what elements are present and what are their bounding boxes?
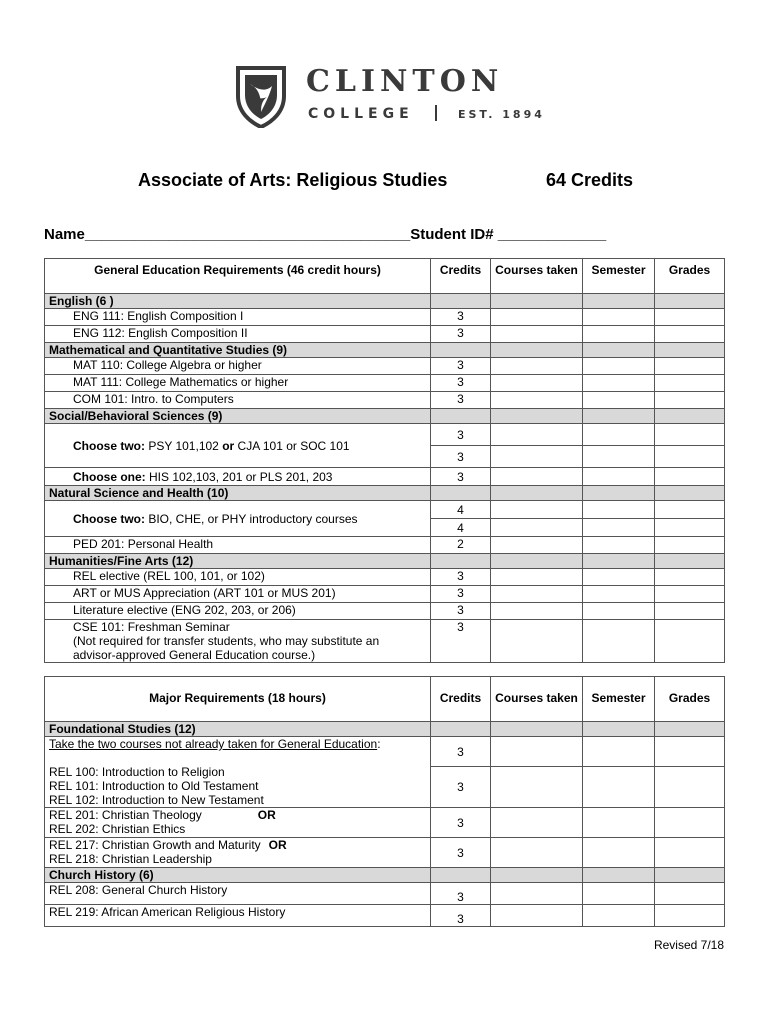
courses-cell[interactable] xyxy=(491,569,583,586)
shield-logo-icon xyxy=(236,66,286,128)
courses-cell[interactable] xyxy=(491,537,583,554)
section-row xyxy=(45,486,725,501)
table-row: 4 xyxy=(45,519,725,537)
total-credits: 64 Credits xyxy=(546,170,634,190)
table-row: Choose two: BIO, CHE, or PHY introductory courses 4 xyxy=(45,501,725,519)
courses-cell[interactable] xyxy=(491,586,583,603)
name-id-line xyxy=(44,226,606,243)
section-social: Social/Behavioral Sciences (9) xyxy=(45,409,431,424)
grade-cell[interactable] xyxy=(655,537,725,554)
section-english: English (6 ) xyxy=(45,294,431,309)
courses-cell[interactable] xyxy=(491,808,583,838)
course-eng112: ENG 112: English Composition II xyxy=(45,326,431,343)
col-credits: Credits xyxy=(431,259,491,294)
col-semester: Semester xyxy=(583,677,655,722)
table-row: REL 208: General Church History 3 xyxy=(45,883,725,905)
grade-cell[interactable] xyxy=(655,326,725,343)
courses-cell[interactable] xyxy=(491,620,583,663)
section-row xyxy=(45,343,725,358)
major-header: Major Requirements (18 hours) xyxy=(45,677,431,722)
col-courses: Courses taken xyxy=(491,259,583,294)
courses-cell[interactable] xyxy=(491,375,583,392)
semester-cell[interactable] xyxy=(583,392,655,409)
courses-cell[interactable] xyxy=(491,519,583,537)
grade-cell[interactable] xyxy=(655,501,725,519)
foundational-courses: Take the two courses not already taken for General Education: REL 100: Introduction to Religion REL 101: Introduction to Old Testament REL 102: Introduction to New Testament xyxy=(45,737,431,808)
section-row xyxy=(45,722,725,737)
courses-cell[interactable] xyxy=(491,767,583,808)
table-row: MAT 110: College Algebra or higher 3 xyxy=(45,358,725,375)
course-rel219: REL 219: African American Religious History xyxy=(45,905,431,927)
courses-cell[interactable] xyxy=(491,358,583,375)
course-cse101: CSE 101: Freshman Seminar (Not required for transfer students, who may substitute an advisor-approved General Education course.) xyxy=(45,620,431,663)
section-foundational: Foundational Studies (12) xyxy=(45,722,431,737)
semester-cell[interactable] xyxy=(583,586,655,603)
table-row: MAT 111: College Mathematics or higher 3 xyxy=(45,375,725,392)
courses-cell[interactable] xyxy=(491,603,583,620)
course-mat111: MAT 111: College Mathematics or higher xyxy=(45,375,431,392)
choose-two-science: Choose two: BIO, CHE, or PHY introductory courses xyxy=(45,501,431,537)
col-grades: Grades xyxy=(655,677,725,722)
course-mat110: MAT 110: College Algebra or higher xyxy=(45,358,431,375)
student-id-label: Student ID# xyxy=(410,226,494,243)
table-row: ENG 111: English Composition I 3 xyxy=(45,309,725,326)
grade-cell[interactable] xyxy=(655,392,725,409)
course-com101: COM 101: Intro. to Computers xyxy=(45,392,431,409)
course-rel208: REL 208: General Church History xyxy=(45,883,431,905)
courses-cell[interactable] xyxy=(491,392,583,409)
section-row xyxy=(45,554,725,569)
semester-cell[interactable] xyxy=(583,767,655,808)
table-row: PED 201: Personal Health 2 xyxy=(45,537,725,554)
table-header-row xyxy=(45,259,725,294)
courses-cell[interactable] xyxy=(491,468,583,486)
courses-cell[interactable] xyxy=(491,309,583,326)
table-row: COM 101: Intro. to Computers 3 xyxy=(45,392,725,409)
grade-cell[interactable] xyxy=(655,358,725,375)
col-semester: Semester xyxy=(583,259,655,294)
section-math: Mathematical and Quantitative Studies (9) xyxy=(45,343,431,358)
table-row: Take the two courses not already taken for General Education: REL 100: Introduction to Religion REL 101: Introduction to Old Testament REL 102: Introduction to New Testament 3 xyxy=(45,737,725,767)
grade-cell[interactable] xyxy=(655,309,725,326)
courses-cell[interactable] xyxy=(491,838,583,868)
choose-two-social: Choose two: PSY 101,102 or CJA 101 or SOC 101 xyxy=(45,424,431,468)
section-church-history: Church History (6) xyxy=(45,868,431,883)
logo-wordmark: CLINTON xyxy=(306,64,504,99)
grade-cell[interactable] xyxy=(655,519,725,537)
grade-cell[interactable] xyxy=(655,767,725,808)
logo-est: EST. 1894 xyxy=(458,108,545,121)
semester-cell[interactable] xyxy=(583,737,655,767)
courses-cell[interactable] xyxy=(491,905,583,927)
courses-cell[interactable] xyxy=(491,326,583,343)
semester-cell[interactable] xyxy=(583,309,655,326)
gen-ed-table xyxy=(44,258,725,663)
grade-cell[interactable] xyxy=(655,424,725,446)
grade-cell[interactable] xyxy=(655,375,725,392)
semester-cell[interactable] xyxy=(583,468,655,486)
semester-cell[interactable] xyxy=(583,501,655,519)
grade-cell[interactable] xyxy=(655,603,725,620)
student-id-field[interactable]: _____________ xyxy=(497,226,607,243)
semester-cell[interactable] xyxy=(583,620,655,663)
semester-cell[interactable] xyxy=(583,569,655,586)
grade-cell[interactable] xyxy=(655,569,725,586)
theology-ethics: REL 201: Christian Theology OR REL 202: Christian Ethics xyxy=(45,808,431,838)
table-row: Literature elective (ENG 202, 203, or 206) 3 xyxy=(45,603,725,620)
col-grades: Grades xyxy=(655,259,725,294)
table-row: CSE 101: Freshman Seminar (Not required for transfer students, who may substitute an advisor-approved General Education course.) 3 xyxy=(45,620,725,663)
grade-cell[interactable] xyxy=(655,586,725,603)
semester-cell[interactable] xyxy=(583,603,655,620)
semester-cell[interactable] xyxy=(583,838,655,868)
section-row xyxy=(45,294,725,309)
semester-cell[interactable] xyxy=(583,358,655,375)
course-eng111: ENG 111: English Composition I xyxy=(45,309,431,326)
semester-cell[interactable] xyxy=(583,905,655,927)
grade-cell[interactable] xyxy=(655,446,725,468)
courses-cell[interactable] xyxy=(491,737,583,767)
gen-ed-header: General Education Requirements (46 credit hours) xyxy=(45,259,431,294)
courses-cell[interactable] xyxy=(491,424,583,446)
choose-one-history: Choose one: HIS 102,103, 201 or PLS 201, 203 xyxy=(45,468,431,486)
logo-college: COLLEGE xyxy=(308,106,414,122)
grade-cell[interactable] xyxy=(655,737,725,767)
page-title: Associate of Arts: Religious Studies xyxy=(138,170,448,190)
semester-cell[interactable] xyxy=(583,537,655,554)
course-rel-elective: REL elective (REL 100, 101, or 102) xyxy=(45,569,431,586)
table-row: REL elective (REL 100, 101, or 102) 3 xyxy=(45,569,725,586)
grade-cell[interactable] xyxy=(655,468,725,486)
grade-cell[interactable] xyxy=(655,808,725,838)
table-row: 3 xyxy=(45,767,725,808)
table-row: ENG 112: English Composition II 3 xyxy=(45,326,725,343)
course-art-mus: ART or MUS Appreciation (ART 101 or MUS 201) xyxy=(45,586,431,603)
semester-cell[interactable] xyxy=(583,375,655,392)
table-row: Choose one: HIS 102,103, 201 or PLS 201, 203 3 xyxy=(45,468,725,486)
table-row: ART or MUS Appreciation (ART 101 or MUS 201) 3 xyxy=(45,586,725,603)
courses-cell[interactable] xyxy=(491,501,583,519)
grade-cell[interactable] xyxy=(655,838,725,868)
courses-cell[interactable] xyxy=(491,883,583,905)
semester-cell[interactable] xyxy=(583,808,655,838)
section-row xyxy=(45,409,725,424)
grade-cell[interactable] xyxy=(655,883,725,905)
logo-divider xyxy=(435,105,437,121)
semester-cell[interactable] xyxy=(583,883,655,905)
table-row: REL 219: African American Religious History 3 xyxy=(45,905,725,927)
grade-cell[interactable] xyxy=(655,905,725,927)
table-row: REL 217: Christian Growth and Maturity OR REL 218: Christian Leadership 3 xyxy=(45,838,725,868)
college-logo xyxy=(236,64,545,130)
semester-cell[interactable] xyxy=(583,519,655,537)
col-credits: Credits xyxy=(431,677,491,722)
section-row xyxy=(45,868,725,883)
name-field[interactable]: _______________________________________ xyxy=(84,226,411,243)
course-lit-elective: Literature elective (ENG 202, 203, or 206) xyxy=(45,603,431,620)
col-courses: Courses taken xyxy=(491,677,583,722)
table-row: REL 201: Christian Theology OR REL 202: Christian Ethics 3 xyxy=(45,808,725,838)
revised-date: Revised 7/18 xyxy=(653,938,724,952)
name-label: Name xyxy=(44,226,85,243)
section-humanities: Humanities/Fine Arts (12) xyxy=(45,554,431,569)
section-natsci: Natural Science and Health (10) xyxy=(45,486,431,501)
grade-cell[interactable] xyxy=(655,620,725,663)
course-ped201: PED 201: Personal Health xyxy=(45,537,431,554)
growth-leadership: REL 217: Christian Growth and Maturity OR REL 218: Christian Leadership xyxy=(45,838,431,868)
semester-cell[interactable] xyxy=(583,326,655,343)
table-row: 3 xyxy=(45,446,725,468)
table-header-row xyxy=(45,677,725,722)
major-table xyxy=(44,676,725,927)
semester-cell[interactable] xyxy=(583,424,655,446)
courses-cell[interactable] xyxy=(491,446,583,468)
table-row: Choose two: PSY 101,102 or CJA 101 or SOC 101 3 xyxy=(45,424,725,446)
semester-cell[interactable] xyxy=(583,446,655,468)
